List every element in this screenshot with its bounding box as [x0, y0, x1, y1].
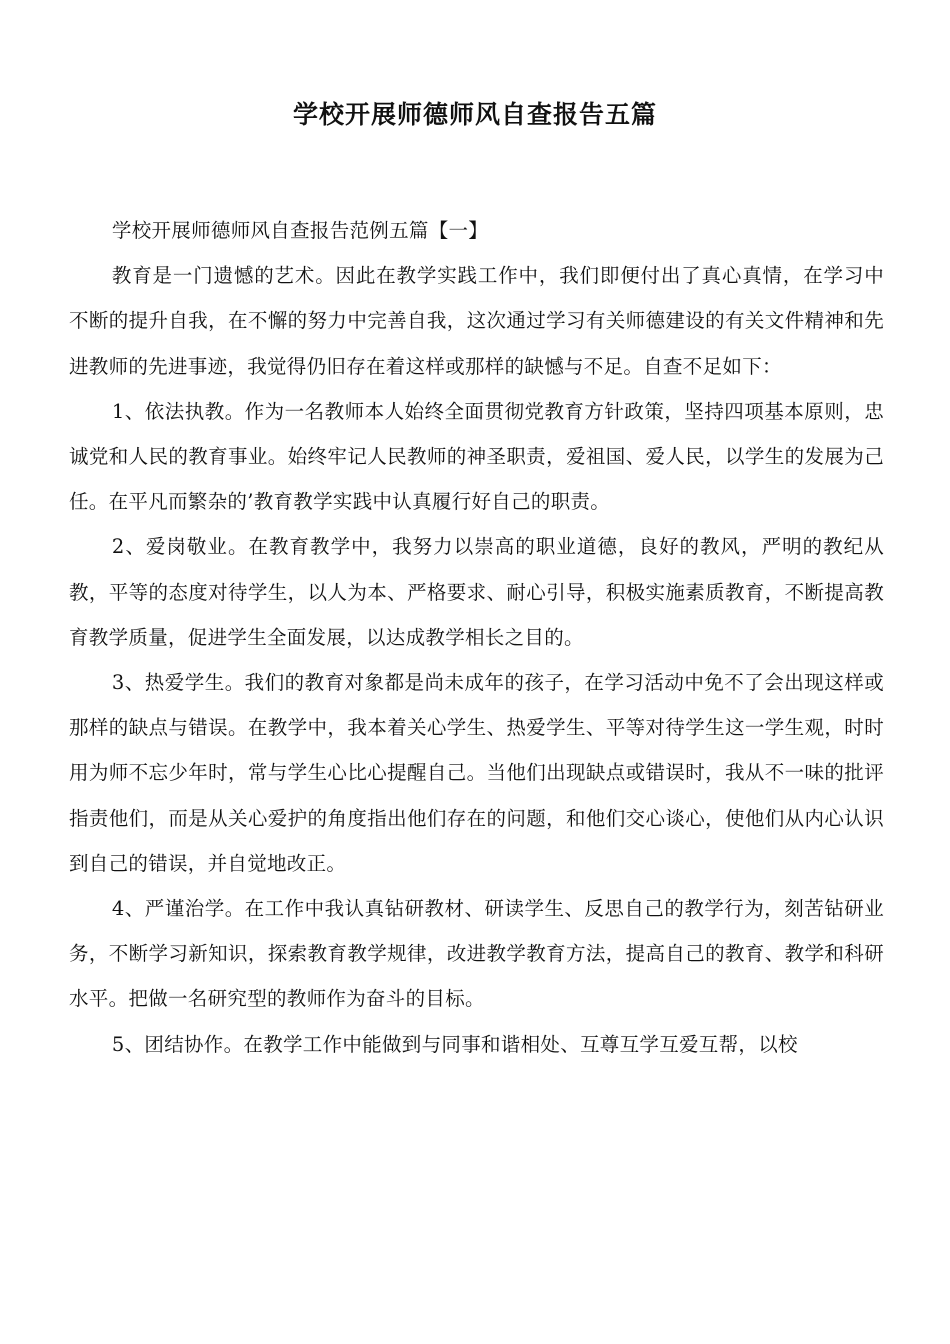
intro-paragraph: 教育是一门遗憾的艺术。因此在教学实践工作中，我们即便付出了真心真情，在学习中不断的提升自我，在不懈的努力中完善自我，这次通过学习有关师德建设的有关文件精神和先进教师的先进事迹，我觉得仍旧存在着这样或那样的缺憾与不足。自查不足如下： — [69, 264, 884, 378]
document-title: 学校开展师德师风自查报告五篇 — [292, 100, 657, 129]
item-paragraph-4: 4、严谨治学。在工作中我认真钻研教材、研读学生、反思自己的教学行为，刻苦钻研业务，不断学习新知识，探索教育教学规律，改进教学教育方法，提高自己的教育、教学和科研水平。把做一名研究型的教师作为奋斗的目标。 — [69, 897, 884, 1011]
item-paragraph-2: 2、爱岗敬业。在教育教学中，我努力以崇高的职业道德，良好的教风，严明的教纪从教，平等的态度对待学生，以人为本、严格要求、耐心引导，积极实施素质教育，不断提高教育教学质量，促进学生全面发展，以达成教学相长之目的。 — [69, 535, 884, 649]
section-heading: 学校开展师德师风自查报告范例五篇【一】 — [111, 219, 489, 242]
item-paragraph-3: 3、热爱学生。我们的教育对象都是尚未成年的孩子，在学习活动中免不了会出现这样或那样的缺点与错误。在教学中，我本着关心学生、热爱学生、平等对待学生这一学生观，时时用为师不忘少年时，常与学生心比心提醒自己。当他们出现缺点或错误时，我从不一味的批评指责他们，而是从关心爱护的角度指出他们存在的问题，和他们交心谈心，使他们从内心认识到自己的错误，并自觉地改正。 — [69, 671, 884, 875]
item-paragraph-1: 1、依法执教。作为一名教师本人始终全面贯彻党教育方针政策，坚持四项基本原则，忠诚党和人民的教育事业。始终牢记人民教师的神圣职责，爱祖国、爱人民，以学生的发展为己任。在平凡而繁杂的’教育教学实践中认真履行好自己的职责。 — [69, 399, 884, 514]
document-body — [69, 208, 884, 1067]
item-paragraph-5: 5、团结协作。在教学工作中能做到与同事和谐相处、互尊互学互爱互帮，以校 — [111, 1032, 798, 1056]
